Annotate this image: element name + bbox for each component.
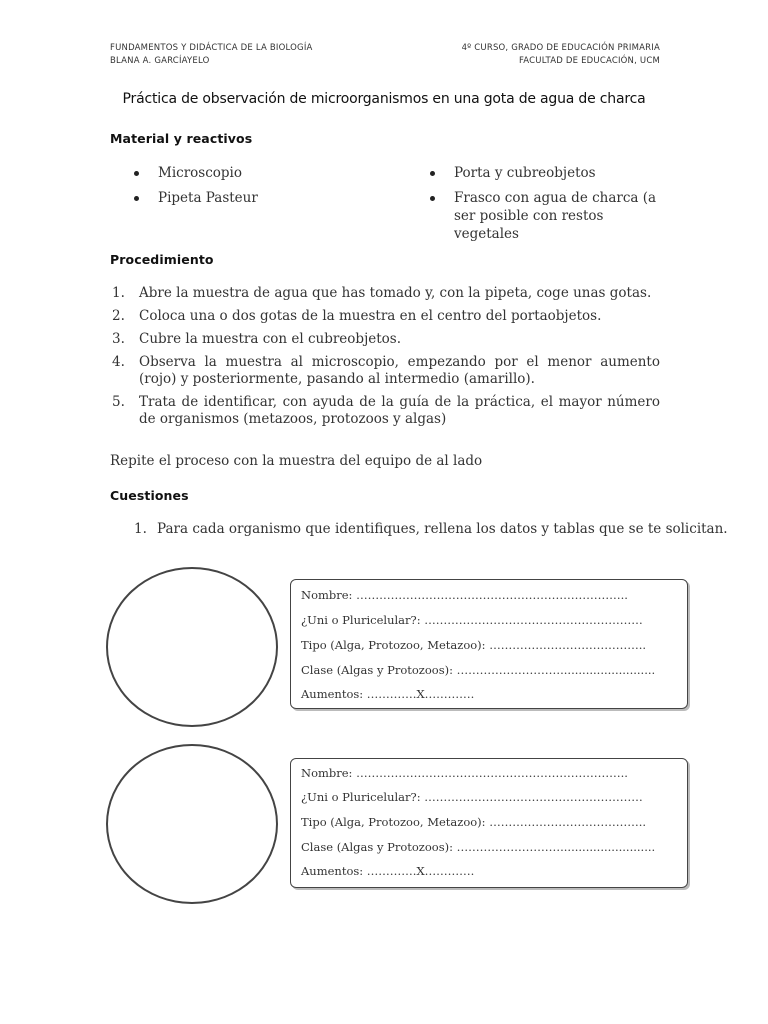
list-item: Microscopio	[134, 164, 394, 182]
repeat-instruction: Repite el proceso con la muestra del equipo de al lado	[110, 453, 483, 469]
course-name: FUNDAMENTOS Y DIDÁCTICA DE LA BIOLOGÍA	[110, 43, 313, 53]
questions-heading: Cuestiones	[110, 488, 189, 503]
page-title: Práctica de observación de microorganismos en una gota de agua de charca	[122, 91, 646, 107]
materials-column-2	[430, 164, 662, 250]
header-right	[462, 42, 660, 68]
type-field[interactable]: Tipo (Alga, Protozoo, Metazoo): …………………………………..	[301, 815, 646, 829]
class-field[interactable]: Clase (Algas y Protozoos): ………………………..........................	[301, 840, 656, 854]
list-item: 5. Trata de identificar, con ayuda de la guía de la práctica, el mayor número de organismos (metazoos, protozoos y algas)	[112, 394, 660, 427]
list-item: 3. Cubre la muestra con el cubreobjetos.	[112, 331, 402, 347]
bullet-icon	[430, 196, 435, 201]
author-name: BLANA A. GARCÍAYELO	[110, 56, 210, 66]
faculty-name: FACULTAD DE EDUCACIÓN, UCM	[518, 56, 660, 66]
list-item: Porta y cubreobjetos	[430, 164, 662, 182]
organism-card	[290, 758, 688, 888]
bullet-icon	[430, 171, 435, 176]
procedure-heading: Procedimiento	[110, 252, 214, 267]
drawing-circle[interactable]	[106, 567, 278, 727]
type-field[interactable]: Tipo (Alga, Protozoo, Metazoo): …………………………………..	[301, 638, 646, 652]
bullet-icon	[134, 171, 139, 176]
list-item: 2. Coloca una o dos gotas de la muestra en el centro del portaobjetos.	[112, 308, 602, 324]
magnification-field[interactable]: Aumentos: ………….X………….	[301, 864, 475, 878]
list-item: 4. Observa la muestra al microscopio, empezando por el menor aumento (rojo) y posteriormente, pasando al intermedio (amarillo).	[112, 354, 660, 387]
name-field[interactable]: Nombre: ……………………………………………………………..	[301, 588, 628, 602]
list-item: 1. Abre la muestra de agua que has tomado y, con la pipeta, coge unas gotas.	[112, 285, 652, 301]
name-field[interactable]: Nombre: ……………………………………………………………..	[301, 766, 628, 780]
cellularity-field[interactable]: ¿Uni o Pluricelular?: …………………………………………………	[301, 613, 643, 627]
cellularity-field[interactable]: ¿Uni o Pluricelular?: …………………………………………………	[301, 790, 643, 804]
class-field[interactable]: Clase (Algas y Protozoos): ………………………..........................	[301, 663, 656, 677]
bullet-icon	[134, 196, 139, 201]
magnification-field[interactable]: Aumentos: ………….X………….	[301, 687, 475, 701]
organism-card	[290, 579, 688, 709]
course-year: 4º CURSO, GRADO DE EDUCACIÓN PRIMARIA	[461, 43, 660, 53]
list-item: Pipeta Pasteur	[134, 189, 394, 207]
drawing-circle[interactable]	[106, 744, 278, 904]
list-item: Frasco con agua de charca (a ser posible con restos vegetales	[430, 189, 662, 243]
materials-heading: Material y reactivos	[110, 131, 253, 146]
materials-column-1	[134, 164, 394, 214]
procedure-steps	[112, 285, 660, 434]
header-left	[110, 42, 313, 68]
